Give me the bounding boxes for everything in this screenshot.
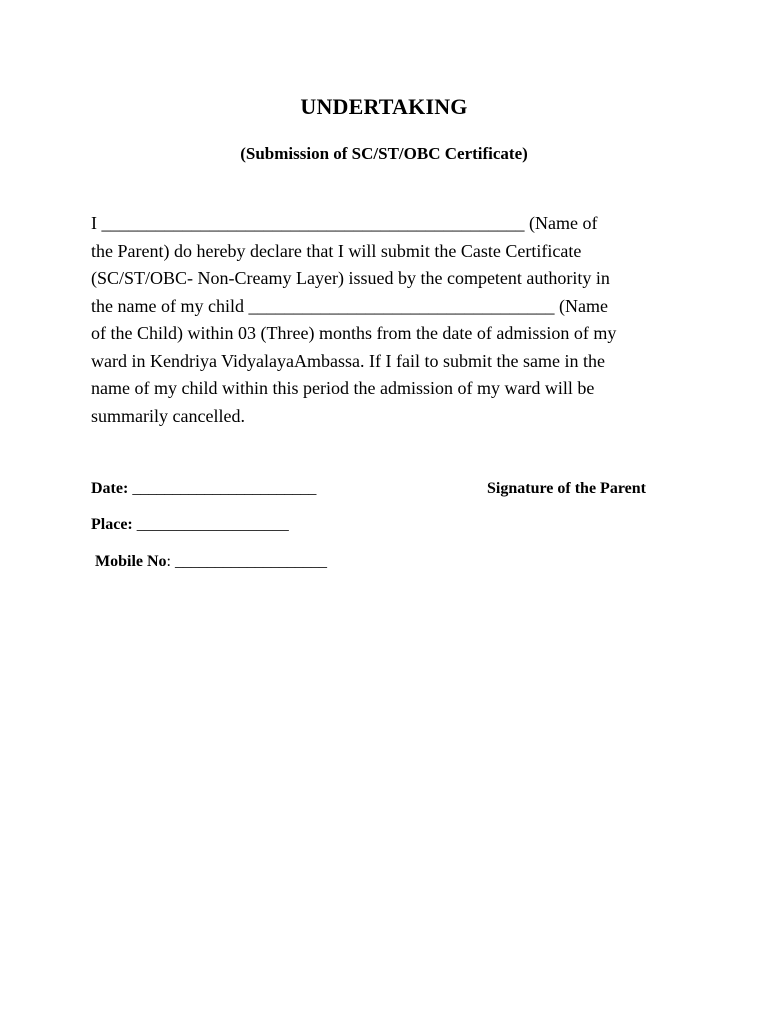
place-label: Place:: [91, 516, 133, 533]
paragraph-line: name of my child within this period the admission of my ward will be: [91, 378, 595, 398]
paragraph-line: (SC/ST/OBC- Non-Creamy Layer) issued by the competent authority in: [91, 268, 610, 288]
mobile-blank-line: : ___________________: [166, 553, 327, 570]
place-blank-line: ___________________: [132, 516, 289, 533]
date-field: [91, 480, 316, 498]
document-title: UNDERTAKING: [300, 94, 468, 119]
mobile-field: [95, 553, 327, 571]
document-subtitle: (Submission of SC/ST/OBC Certificate): [240, 144, 528, 163]
mobile-label: Mobile No: [95, 553, 167, 570]
paragraph-line: the Parent) do hereby declare that I will submit the Caste Certificate: [91, 240, 582, 261]
paragraph-line: the name of my child __________________________________ (Name: [91, 295, 608, 316]
signature-label: Signature of the Parent: [487, 480, 646, 497]
paragraph-line: of the Child) within 03 (Three) months from the date of admission of my: [91, 323, 617, 343]
place-field: [91, 516, 289, 534]
paragraph-line: summarily cancelled.: [91, 405, 245, 426]
paragraph-line: ward in Kendriya VidyalayaAmbassa. If I fail to submit the same in the: [91, 350, 605, 371]
date-blank-line: _______________________: [128, 480, 317, 497]
paragraph-line: I _______________________________________________ (Name of: [91, 213, 598, 233]
undertaking-paragraph: [91, 210, 691, 430]
date-label: Date:: [91, 480, 129, 497]
